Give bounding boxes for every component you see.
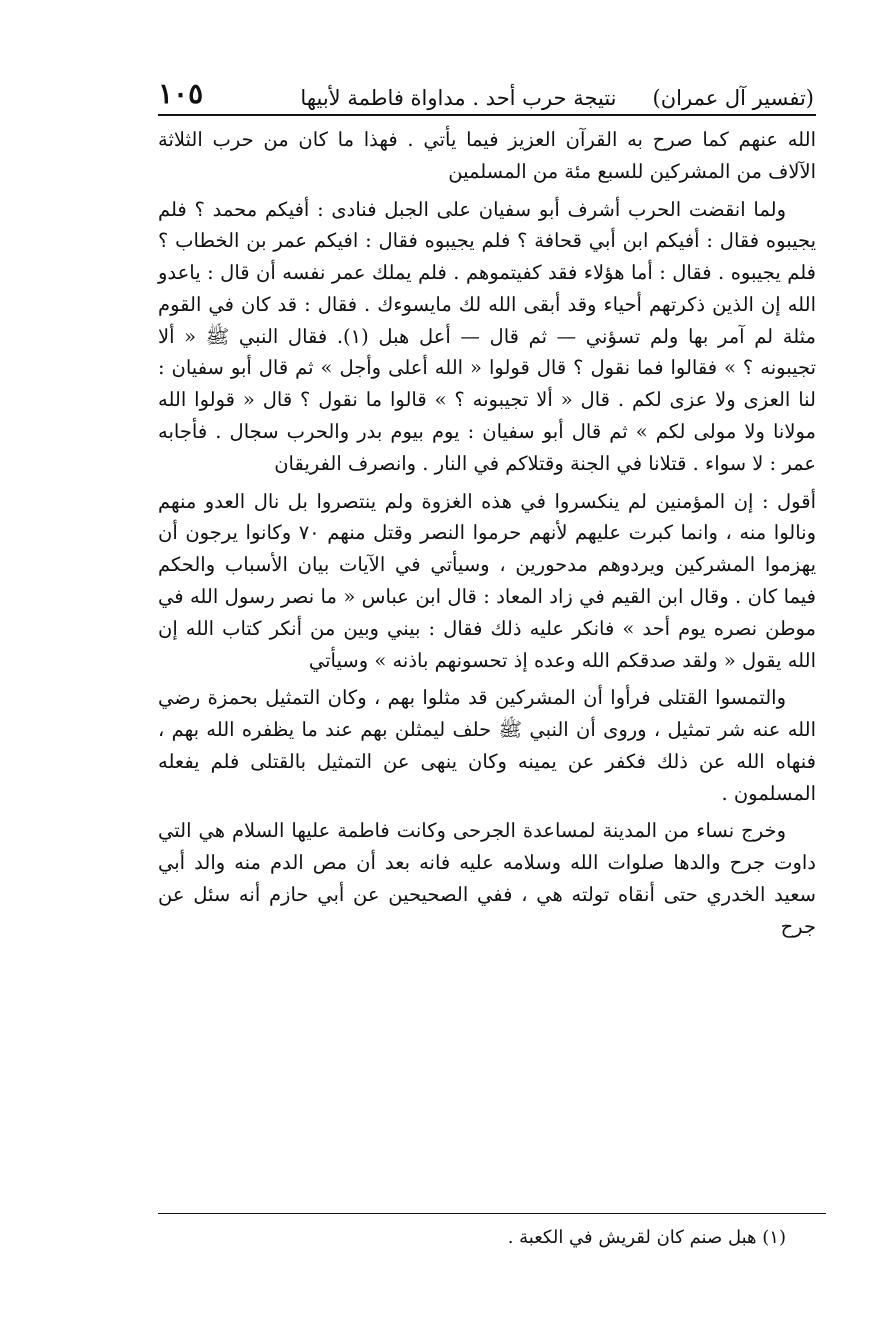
footnote: (١) هبل صنم كان لقريش في الكعبة . bbox=[507, 1227, 786, 1248]
paragraph-1: الله عنهم كما صرح به القرآن العزيز فيما يأتي . فهذا ما كان من حرب الثلاثة الآلاف من المشركين للسبع مئة من المسلمين bbox=[158, 128, 816, 183]
paragraph-3: أقول : إن المؤمنين لم ينكسروا في هذه الغزوة ولم ينتصروا بل نال العدو منهم ونالوا منه ، وانما كبرت عليهم لأنهم حرموا النصر وقتل منهم ٧٠ وكانوا يرجون أن يهزموا المشركين ويردوهم مدحورين ، وسيأتي في الآيات بيان الأسباب والحكم فيما كان . وقال ابن القيم في زاد المعاد : قال ابن عباس « ما نصر رسول الله في موطن نصره يوم أحد » فانكر عليه ذلك فقال : بيني وبين من أنكر كتاب الله إن الله يقول « ولقد صدقكم الله وعده إذ تحسونهم باذنه » وسيأتي bbox=[158, 489, 816, 672]
page-header bbox=[158, 64, 814, 110]
paragraph-4: والتمسوا القتلى فرأوا أن المشركين قد مثلوا بهم ، وكان التمثيل بحمزة رضي الله عنه شر تمثيل ، وروى أن النبي ﷺ حلف ليمثلن بهم عند ما يظفره الله بهم ، فنهاه الله عن ذلك فكفر عن يمينه وكان ينهى عن التمثيل بالقتلى فلم يفعله المسلمون . bbox=[158, 686, 816, 805]
footnote-divider bbox=[158, 1213, 826, 1214]
header-divider bbox=[158, 114, 816, 116]
chapter-title: (تفسير آل عمران) bbox=[652, 86, 814, 110]
paragraph-5: وخرج نساء من المدينة لمساعدة الجرحى وكانت فاطمة عليها السلام هي التي داوت جرح والدها صلوات الله وسلامه عليه فانه بعد أن مص الدم منه والد أبي سعيد الخدري حتى أنقاه تولته هي ، ففي الصحيحين عن أبي حازم أنه سئل عن جرح bbox=[158, 819, 816, 938]
main-text bbox=[158, 124, 816, 949]
page-number: ١٠٥ bbox=[158, 77, 204, 110]
paragraph-2: ولما انقضت الحرب أشرف أبو سفيان على الجبل فنادى : أفيكم محمد ؟ فلم يجيبوه فقال : أفيكم ابن أبي قحافة ؟ فلم يجيبوه فقال : افيكم عمر بن الخطاب ؟ فلم يجيبوه . فقال : أما هؤلاء فقد كفيتموهم . فلم يملك عمر نفسه أن قال : ياعدو الله إن الذين ذكرتهم أحياء وقد أبقى الله لك مايسوءك . فقال : قد كان في القوم مثلة لم آمر بها ولم تسؤني — ثم قال — أعل هبل (١). فقال النبي ﷺ « ألا تجيبونه ؟ » فقالوا فما نقول ؟ قال قولوا « الله أعلى وأجل » ثم قال أبو سفيان : لنا العزى ولا عزى لكم . قال « ألا تجيبونه ؟ » قالوا ما نقول ؟ قال « قولوا الله مولانا ولا مولى لكم » ثم قال أبو سفيان : يوم بيوم بدر والحرب سجال . فأجابه عمر : لا سواء . قتلانا في الجنة وقتلاكم في النار . وانصرف الفريقان bbox=[158, 197, 816, 475]
section-topics: نتيجة حرب أحد . مداواة فاطمة لأبيها bbox=[300, 86, 617, 110]
